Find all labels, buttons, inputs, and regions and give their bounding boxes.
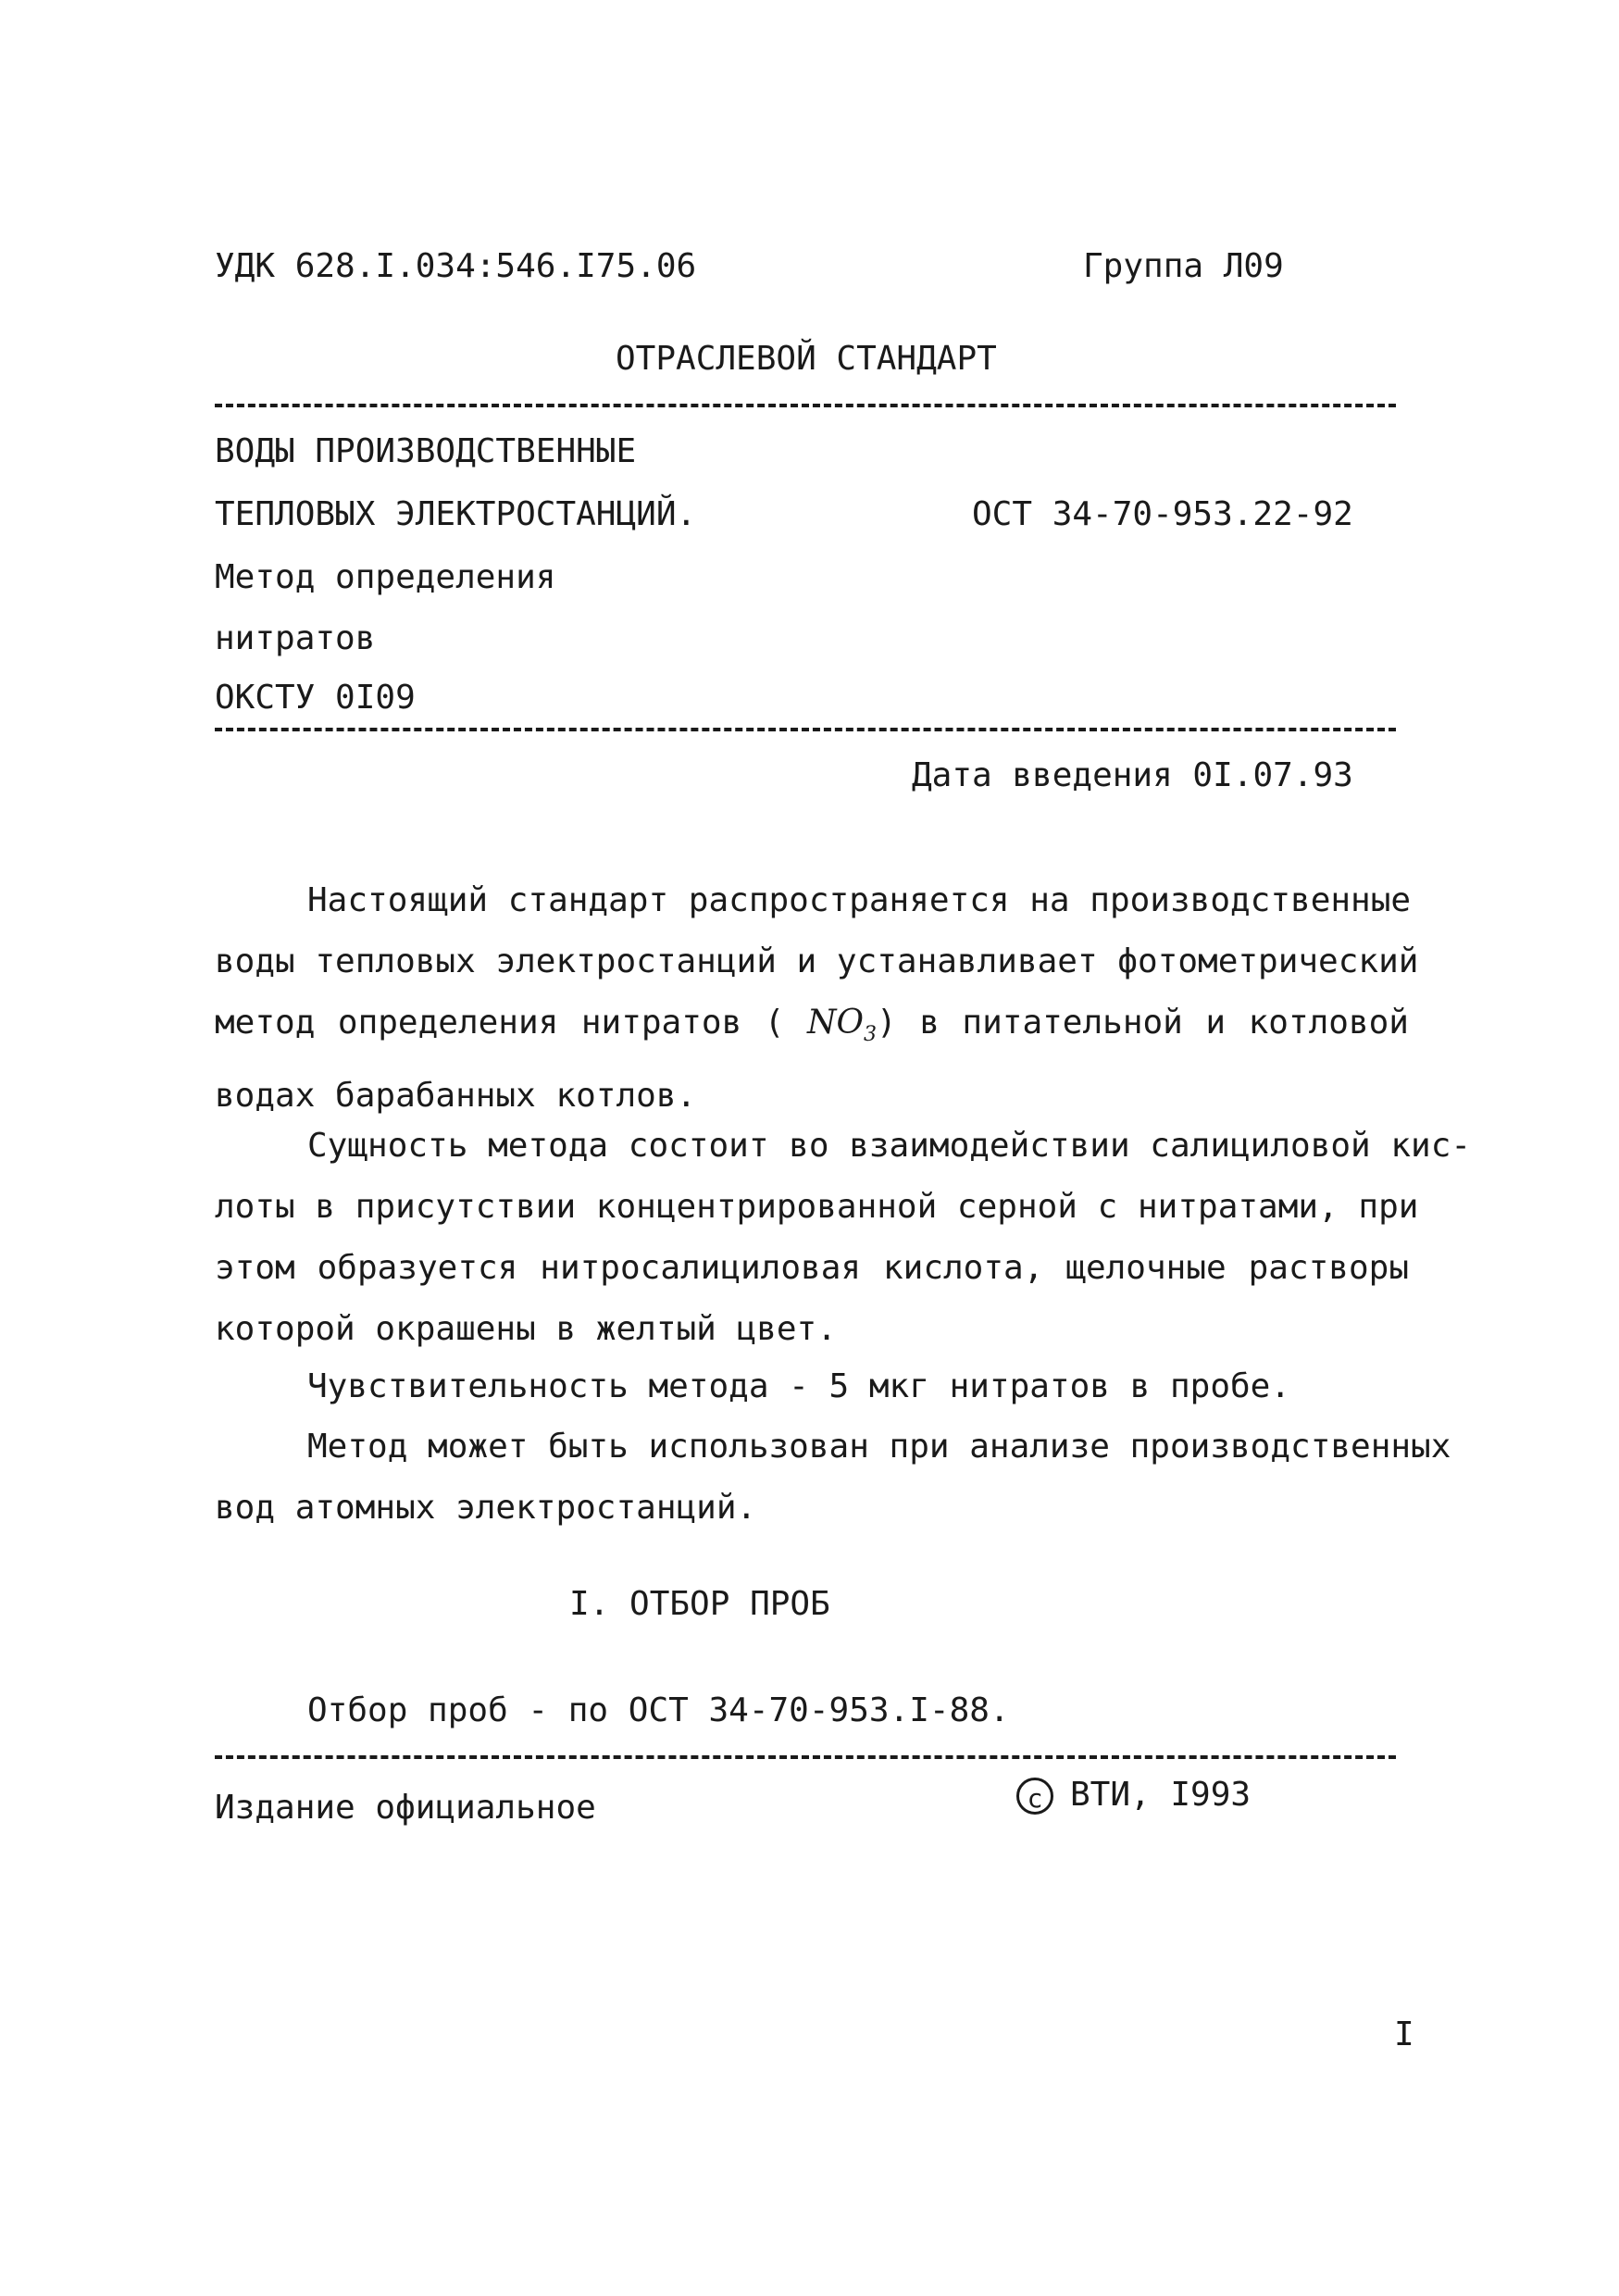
paragraph-essence-line-2: лоты в присутствии концентрированной серной с нитратами, при <box>215 1188 1419 1226</box>
paragraph-scope-line-3 <box>215 992 1409 1066</box>
paragraph-essence-line-3: этом образуется нитросалициловая кислота, щелочные растворы <box>215 1249 1409 1287</box>
paragraph-essence-line-4: которой окрашены в желтый цвет. <box>215 1310 837 1348</box>
okstu-code: ОКСТУ 0I09 <box>215 679 416 717</box>
copyright-holder: ВТИ, I993 <box>1070 1776 1252 1814</box>
copyright-notice <box>1016 1778 1251 1815</box>
nitrate-formula: $NO_3$ <box>807 1004 878 1047</box>
section-sampling-text: Отбор проб - по ОСТ 34-70-953.I-88. <box>307 1691 1010 1729</box>
paragraph-applicability-line-2: вод атомных электростанций. <box>215 1489 757 1527</box>
copyright-icon: c <box>1016 1778 1053 1815</box>
paragraph-applicability <box>215 1416 1451 1539</box>
page-number: I <box>1394 2015 1414 2053</box>
line-3-after-formula: ) в питательной и котловой <box>877 1004 1409 1042</box>
paragraph-scope-line-2: воды тепловых электростанций и устанавливает фотометрический <box>215 942 1419 980</box>
paragraph-method-essence <box>215 1116 1472 1360</box>
divider-middle <box>215 728 1396 731</box>
title-line-3: Метод определения <box>215 558 556 596</box>
official-edition-label: Издание официальное <box>215 1789 596 1827</box>
paragraph-sensitivity: Чувствительность метода - 5 мкг нитратов в пробе. <box>307 1367 1291 1405</box>
section-heading-sampling: I. ОТБОР ПРОБ <box>569 1585 830 1623</box>
paragraph-essence-line-1: Сущность метода состоит во взаимодействии салициловой кис- <box>307 1127 1472 1165</box>
introduction-date: Дата введения 0I.07.93 <box>912 756 1353 794</box>
paragraph-scope-line-1: Настоящий стандарт распространяется на производственные <box>307 881 1412 919</box>
paragraph-scope-line-4: водах барабанных котлов. <box>215 1077 697 1116</box>
udk-code: УДК 628.I.034:546.I75.06 <box>215 247 697 285</box>
paragraph-scope <box>215 870 1419 1127</box>
title-line-2: ТЕПЛОВЫХ ЭЛЕКТРОСТАНЦИЙ. <box>215 495 697 533</box>
document-category: ОТРАСЛЕВОЙ СТАНДАРТ <box>616 340 997 378</box>
standard-designation: ОСТ 34-70-953.22-92 <box>972 495 1353 533</box>
group-code: Группа Л09 <box>1083 247 1284 285</box>
divider-bottom <box>215 1755 1396 1759</box>
line-3-before-formula: метод определения нитратов ( <box>215 1004 785 1042</box>
title-line-1: ВОДЫ ПРОИЗВОДСТВЕННЫЕ <box>215 432 637 470</box>
paragraph-applicability-line-1: Метод может быть использован при анализе производственных <box>307 1428 1451 1466</box>
divider-top <box>215 404 1396 407</box>
title-line-4: нитратов <box>215 619 376 657</box>
